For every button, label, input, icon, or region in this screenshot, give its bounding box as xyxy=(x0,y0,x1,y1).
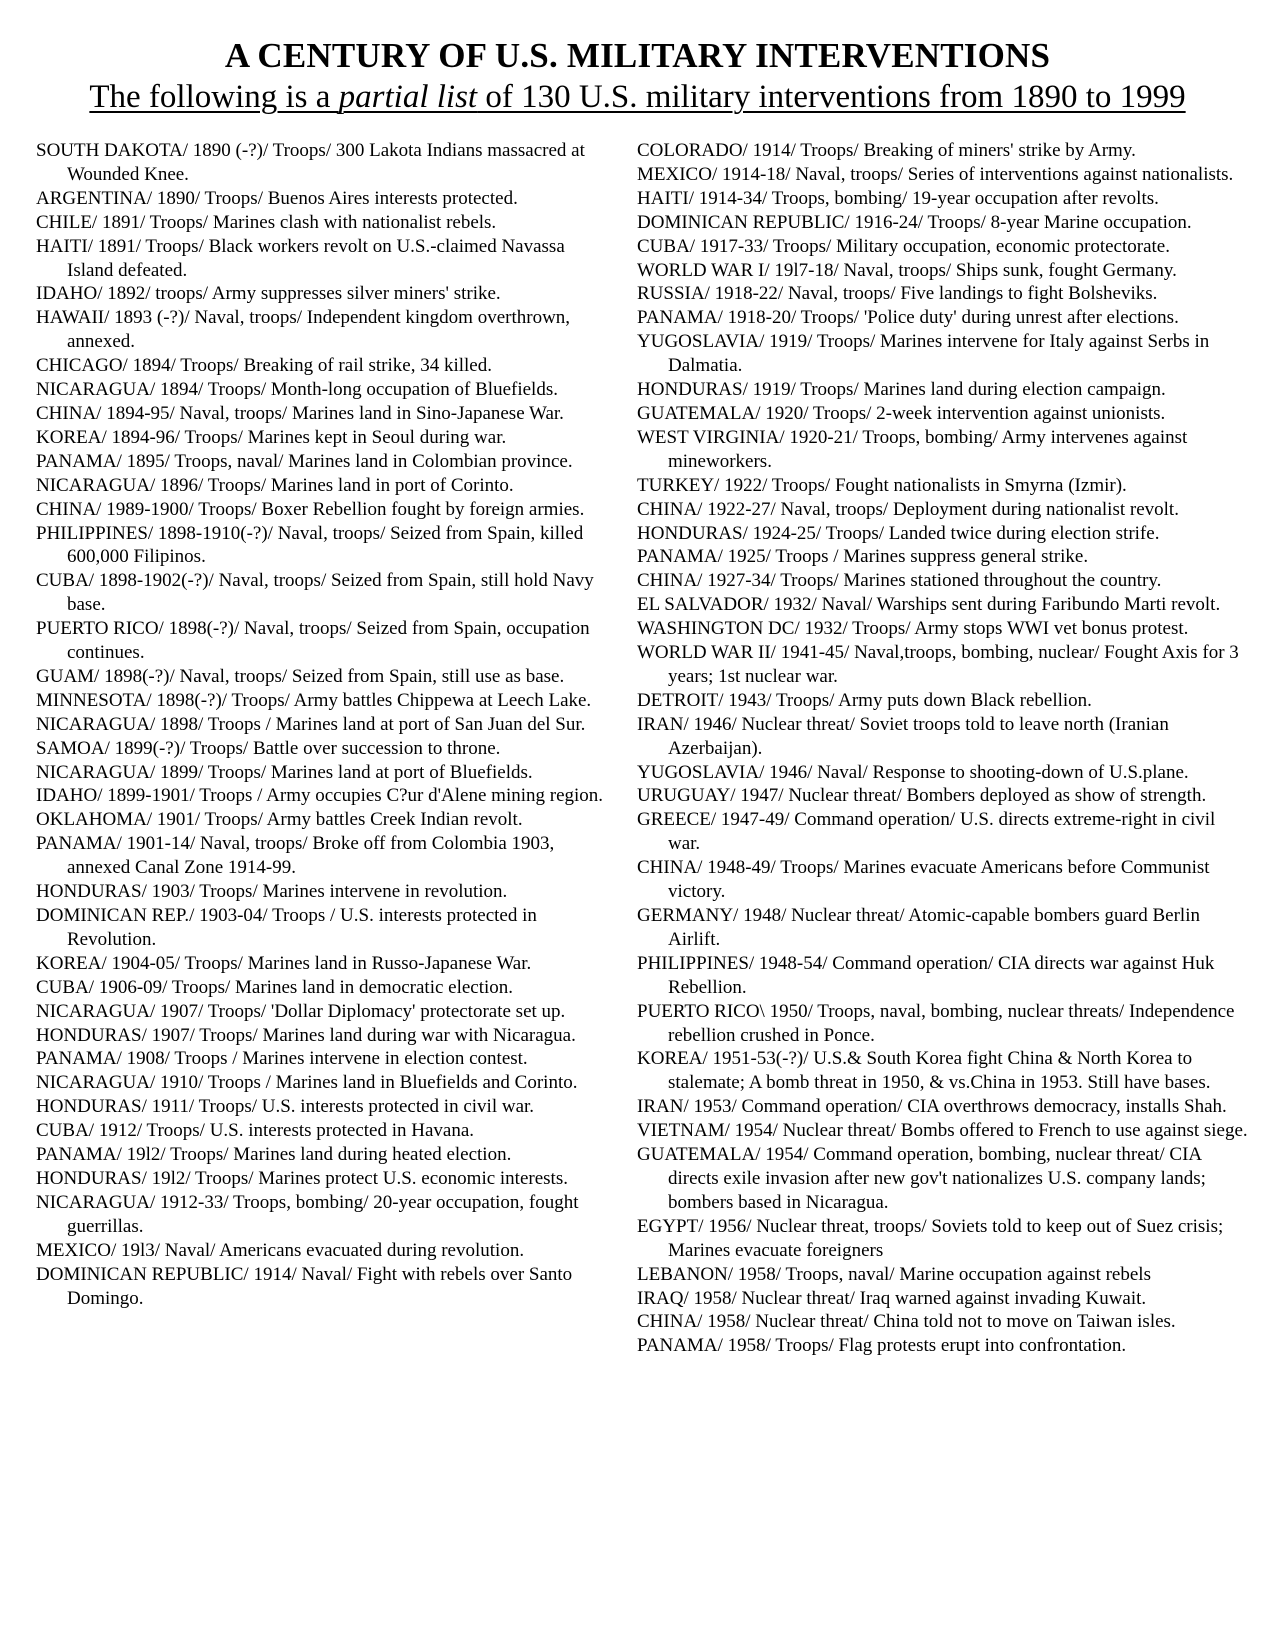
intervention-entry: OKLAHOMA/ 1901/ Troops/ Army battles Creek Indian revolt. xyxy=(36,809,523,831)
subtitle-emphasis: partial list xyxy=(338,79,478,115)
intervention-entry: EL SALVADOR/ 1932/ Naval/ Warships sent during Faribundo Marti revolt. xyxy=(637,594,1221,616)
intervention-entry: WORLD WAR I/ 19l7-18/ Naval, troops/ Ships sunk, fought Germany. xyxy=(637,259,1177,281)
intervention-entry: SOUTH DAKOTA/ 1890 (-?)/ Troops/ 300 Lakota Indians massacred at Wounded Knee. xyxy=(36,140,585,185)
intervention-entry: PANAMA/ 1908/ Troops / Marines intervene in election contest. xyxy=(36,1048,528,1070)
intervention-entry: NICARAGUA/ 1912-33/ Troops, bombing/ 20-year occupation, fought guerrillas. xyxy=(36,1191,579,1237)
intervention-entry: CHINA/ 1922-27/ Naval, troops/ Deployment during nationalist revolt. xyxy=(637,498,1179,520)
intervention-entry: SAMOA/ 1899(-?)/ Troops/ Battle over succession to throne. xyxy=(36,737,501,759)
intervention-entry: HONDURAS/ 1924-25/ Troops/ Landed twice during election strife. xyxy=(637,522,1160,544)
intervention-entry: PHILIPPINES/ 1948-54/ Command operation/ CIA directs war against Huk Rebellion. xyxy=(637,952,1215,998)
intervention-entry: MEXICO/ 1914-18/ Naval, troops/ Series of interventions against nationalists. xyxy=(637,163,1234,185)
intervention-entry: PANAMA/ 1925/ Troops / Marines suppress general strike. xyxy=(637,546,1089,568)
intervention-entry: WORLD WAR II/ 1941-45/ Naval,troops, bombing, nuclear/ Fought Axis for 3 years; 1st nuclear war. xyxy=(637,642,1239,687)
intervention-entry: DETROIT/ 1943/ Troops/ Army puts down Black rebellion. xyxy=(637,689,1092,711)
page-subtitle xyxy=(0,78,1275,116)
intervention-entry: GUATEMALA/ 1920/ Troops/ 2-week intervention against unionists. xyxy=(637,402,1166,424)
intervention-entry: IRAN/ 1953/ Command operation/ CIA overthrows democracy, installs Shah. xyxy=(637,1096,1227,1118)
intervention-entry: KOREA/ 1951-53(-?)/ U.S.& South Korea fight China & North Korea to stalemate; A bomb threat in 1950, & vs.China in 1953. Still have bases. xyxy=(637,1048,1211,1094)
intervention-entry: HAITI/ 1914-34/ Troops, bombing/ 19-year occupation after revolts. xyxy=(637,187,1159,209)
intervention-entry: DOMINICAN REP./ 1903-04/ Troops / U.S. interests protected in Revolution. xyxy=(36,905,537,950)
intervention-entry: MINNESOTA/ 1898(-?)/ Troops/ Army battles Chippewa at Leech Lake. xyxy=(36,689,592,711)
intervention-entry: HAWAII/ 1893 (-?)/ Naval, troops/ Independent kingdom overthrown, annexed. xyxy=(36,307,571,353)
intervention-entry: KOREA/ 1904-05/ Troops/ Marines land in Russo-Japanese War. xyxy=(36,952,532,974)
intervention-entry: PANAMA/ 1958/ Troops/ Flag protests erupt into confrontation. xyxy=(637,1335,1127,1357)
right-column-list xyxy=(637,139,1249,1358)
intervention-entry: PUERTO RICO/ 1898(-?)/ Naval, troops/ Seized from Spain, occupation continues. xyxy=(36,618,590,664)
intervention-entry: NICARAGUA/ 1910/ Troops / Marines land in Bluefields and Corinto. xyxy=(36,1072,578,1094)
left-column-list xyxy=(36,139,610,1310)
intervention-entry: EGYPT/ 1956/ Nuclear threat, troops/ Soviets told to keep out of Suez crisis; Marines evacuate foreigners xyxy=(637,1215,1224,1261)
intervention-entry: CUBA/ 1906-09/ Troops/ Marines land in democratic election. xyxy=(36,976,514,998)
intervention-entry: HONDURAS/ 1907/ Troops/ Marines land during war with Nicaragua. xyxy=(36,1024,576,1046)
intervention-entry: HONDURAS/ 1911/ Troops/ U.S. interests protected in civil war. xyxy=(36,1096,535,1118)
intervention-entry: CHINA/ 1958/ Nuclear threat/ China told not to move on Taiwan isles. xyxy=(637,1311,1176,1333)
intervention-entry: NICARAGUA/ 1896/ Troops/ Marines land in port of Corinto. xyxy=(36,474,514,496)
intervention-entry: HONDURAS/ 1919/ Troops/ Marines land during election campaign. xyxy=(637,379,1166,401)
intervention-entry: NICARAGUA/ 1898/ Troops / Marines land at port of San Juan del Sur. xyxy=(36,713,586,735)
intervention-entry: WASHINGTON DC/ 1932/ Troops/ Army stops WWI vet bonus protest. xyxy=(637,618,1189,640)
intervention-entry: CUBA/ 1912/ Troops/ U.S. interests protected in Havana. xyxy=(36,1120,475,1142)
intervention-entry: NICARAGUA/ 1894/ Troops/ Month-long occupation of Bluefields. xyxy=(36,379,558,401)
intervention-entry: CHILE/ 1891/ Troops/ Marines clash with nationalist rebels. xyxy=(36,211,497,233)
intervention-entry: GUATEMALA/ 1954/ Command operation, bombing, nuclear threat/ CIA directs exile invasion after new gov't nationalizes U.S. company lands; bombers based in Nicaragua. xyxy=(637,1144,1206,1213)
intervention-entry: CUBA/ 1898-1902(-?)/ Naval, troops/ Seized from Spain, still hold Navy base. xyxy=(36,570,594,616)
intervention-entry: RUSSIA/ 1918-22/ Naval, troops/ Five landings to fight Bolsheviks. xyxy=(637,283,1158,305)
intervention-entry: CHINA/ 1927-34/ Troops/ Marines stationed throughout the country. xyxy=(637,570,1162,592)
intervention-entry: DOMINICAN REPUBLIC/ 1916-24/ Troops/ 8-year Marine occupation. xyxy=(637,211,1192,233)
intervention-entry: TURKEY/ 1922/ Troops/ Fought nationalists in Smyrna (Izmir). xyxy=(637,474,1127,496)
intervention-entry: PANAMA/ 1895/ Troops, naval/ Marines land in Colombian province. xyxy=(36,450,573,472)
intervention-entry: PANAMA/ 1918-20/ Troops/ 'Police duty' during unrest after elections. xyxy=(637,307,1179,329)
intervention-entry: IRAQ/ 1958/ Nuclear threat/ Iraq warned against invading Kuwait. xyxy=(637,1287,1147,1309)
intervention-entry: PANAMA/ 19l2/ Troops/ Marines land during heated election. xyxy=(36,1144,512,1166)
intervention-entry: HONDURAS/ 19l2/ Troops/ Marines protect U.S. economic interests. xyxy=(36,1167,568,1189)
intervention-entry: IDAHO/ 1892/ troops/ Army suppresses silver miners' strike. xyxy=(36,283,501,305)
intervention-entry: DOMINICAN REPUBLIC/ 1914/ Naval/ Fight with rebels over Santo Domingo. xyxy=(36,1263,573,1309)
intervention-entry: GUAM/ 1898(-?)/ Naval, troops/ Seized from Spain, still use as base. xyxy=(36,665,565,687)
intervention-entry: YUGOSLAVIA/ 1946/ Naval/ Response to shooting-down of U.S.plane. xyxy=(637,761,1189,783)
intervention-entry: VIETNAM/ 1954/ Nuclear threat/ Bombs offered to French to use against siege. xyxy=(637,1120,1248,1142)
intervention-entry: ARGENTINA/ 1890/ Troops/ Buenos Aires interests protected. xyxy=(36,187,518,209)
intervention-entry: CUBA/ 1917-33/ Troops/ Military occupation, economic protectorate. xyxy=(637,235,1170,257)
subtitle-post: of 130 U.S. military interventions from 1890 to 1999 xyxy=(477,79,1186,115)
intervention-entry: KOREA/ 1894-96/ Troops/ Marines kept in Seoul during war. xyxy=(36,426,507,448)
intervention-entry: CHINA/ 1989-1900/ Troops/ Boxer Rebellion fought by foreign armies. xyxy=(36,498,585,520)
intervention-entry: IRAN/ 1946/ Nuclear threat/ Soviet troops told to leave north (Iranian Azerbaijan). xyxy=(637,713,1169,759)
intervention-entry: HONDURAS/ 1903/ Troops/ Marines intervene in revolution. xyxy=(36,881,508,903)
intervention-entry: HAITI/ 1891/ Troops/ Black workers revolt on U.S.-claimed Navassa Island defeated. xyxy=(36,235,565,281)
subtitle-pre: The following is a xyxy=(89,79,339,115)
intervention-entry: LEBANON/ 1958/ Troops, naval/ Marine occupation against rebels xyxy=(637,1263,1151,1285)
intervention-entry: PANAMA/ 1901-14/ Naval, troops/ Broke off from Colombia 1903, annexed Canal Zone 1914-99. xyxy=(36,833,555,879)
page-title: A CENTURY OF U.S. MILITARY INTERVENTIONS xyxy=(224,36,1051,75)
subtitle-underline xyxy=(89,79,1185,115)
intervention-entry: CHINA/ 1948-49/ Troops/ Marines evacuate Americans before Communist victory. xyxy=(637,857,1210,903)
intervention-entry: MEXICO/ 19l3/ Naval/ Americans evacuated during revolution. xyxy=(36,1239,525,1261)
intervention-entry: IDAHO/ 1899-1901/ Troops / Army occupies C?ur d'Alene mining region. xyxy=(36,785,604,807)
intervention-entry: CHINA/ 1894-95/ Naval, troops/ Marines land in Sino-Japanese War. xyxy=(36,402,564,424)
intervention-entry: PHILIPPINES/ 1898-1910(-?)/ Naval, troops/ Seized from Spain, killed 600,000 Filipinos. xyxy=(36,522,584,568)
intervention-entry: WEST VIRGINIA/ 1920-21/ Troops, bombing/ Army intervenes against mineworkers. xyxy=(637,426,1188,472)
intervention-entry: GERMANY/ 1948/ Nuclear threat/ Atomic-capable bombers guard Berlin Airlift. xyxy=(637,905,1200,950)
intervention-entry: YUGOSLAVIA/ 1919/ Troops/ Marines intervene for Italy against Serbs in Dalmatia. xyxy=(637,331,1210,377)
intervention-entry: NICARAGUA/ 1907/ Troops/ 'Dollar Diplomacy' protectorate set up. xyxy=(36,1000,566,1022)
intervention-entry: GREECE/ 1947-49/ Command operation/ U.S. directs extreme-right in civil war. xyxy=(637,809,1216,855)
intervention-entry: COLORADO/ 1914/ Troops/ Breaking of miners' strike by Army. xyxy=(637,140,1136,161)
intervention-entry: NICARAGUA/ 1899/ Troops/ Marines land at port of Bluefields. xyxy=(36,761,533,783)
intervention-entry: PUERTO RICO\ 1950/ Troops, naval, bombing, nuclear threats/ Independence rebellion crushed in Ponce. xyxy=(637,1000,1235,1046)
intervention-entry: CHICAGO/ 1894/ Troops/ Breaking of rail strike, 34 killed. xyxy=(36,355,492,377)
intervention-entry: URUGUAY/ 1947/ Nuclear threat/ Bombers deployed as show of strength. xyxy=(637,785,1207,807)
